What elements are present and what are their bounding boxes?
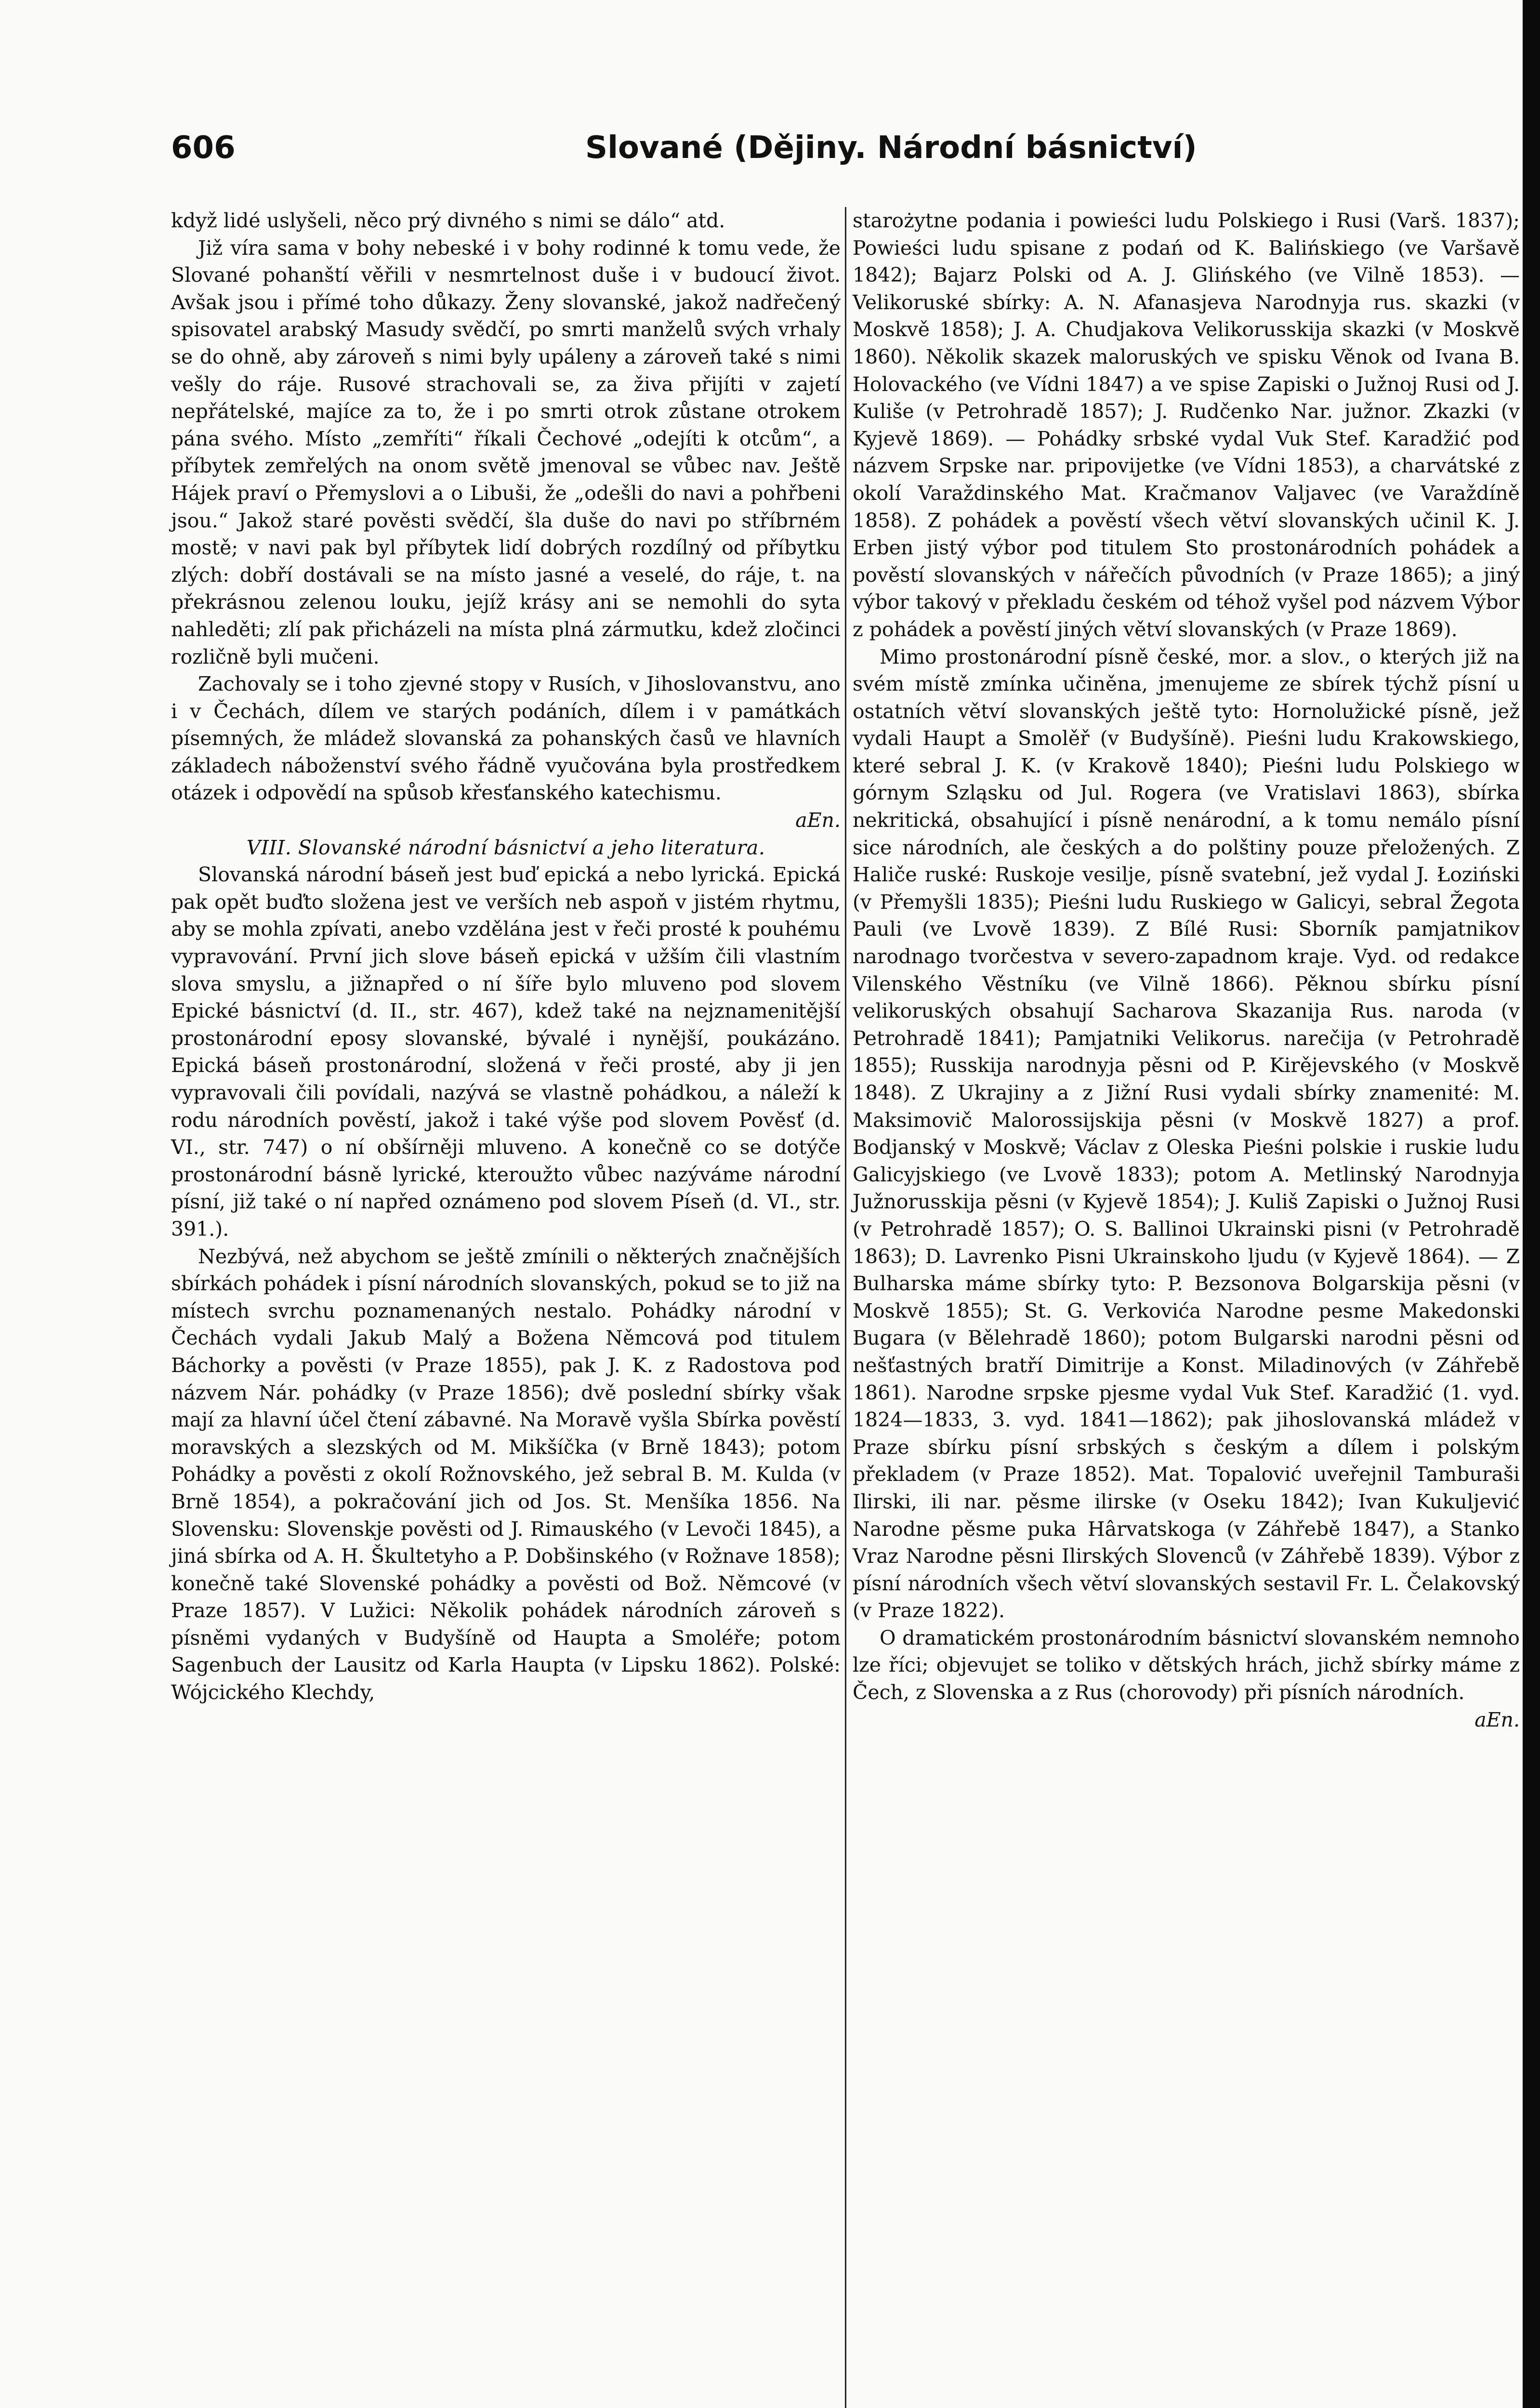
column-divider	[845, 207, 846, 2408]
paragraph: O dramatickém prostonárodním básnictví slovanském nemnoho lze říci; objevujet se toliko v dětských hrách, jichž sbírky máme z Čech, z Slovenska a z Rus (chorovody) při písních národních.	[853, 1626, 1520, 1704]
paragraph: když lidé uslyšeli, něco prý divného s nimi se dálo“ atd.	[171, 209, 725, 232]
page-number: 606	[171, 130, 236, 166]
paragraph: Zachovaly se i toho zjevné stopy v Rusích, v Jihoslovanstvu, ano i v Čechách, dílem ve starých podáních, dílem i v památkách písemných, že mládež slovanská za pohanských časů ve hlavních základech náboženství svého řádně vyučována byla prostředkem otázek i odpovědí na spůsob křesťanského katechismu.	[171, 672, 841, 805]
running-head: Slované (Dějiny. Národní básnictví)	[585, 130, 1197, 166]
author-signature: aEn.	[795, 809, 841, 832]
paragraph: starożytne podania i powieści ludu Polskiego i Rusi (Varš. 1837); Powieści ludu spisane z podań od K. Balińskiego (ve Varšavě 1842); Bajarz Polski od A. J. Glińského (ve Vilně 1853). — Velikoruské sbírky: A. N. Afanasjeva Narodnyja rus. skazki (v Moskvě 1858); J. A. Chudjakova Velikorusskija skazki (v Moskvě 1860). Několik skazek maloruských ve spisku Věnok od Ivana B. Holovackého (ve Vídni 1847) a ve spise Zapiski o Južnoj Rusi od J. Kuliše (v Petrohradě 1857); J. Rudčenko Nar. južnor. Zkazki (v Kyjevě 1869). — Pohádky srbské vydal Vuk Stef. Karadžić pod názvem Srpske nar. pripovijetke (ve Vídni 1853), a charvátské z okolí Varaždinského Mat. Kračmanov Valjavec (ve Varaždíně 1858). Z pohádek a pověstí všech větví slovanských učinil K. J. Erben jistý výbor pod titulem Sto prostonárodních pohádek a pověstí slovanských v nářečích původních (v Praze 1865); a jiný výbor takový v překladu českém od téhož vyšel pod názvem Výbor z pohádek a pověstí jiných větví slovanských (v Praze 1869).	[853, 209, 1520, 641]
left-column	[171, 207, 841, 1706]
author-signature: aEn.	[1474, 1708, 1520, 1731]
page-header	[171, 126, 1501, 179]
scan-border	[1523, 0, 1540, 2408]
paragraph: Již víra sama v bohy nebeské i v bohy rodinné k tomu vede, že Slované pohanští věřili v nesmrtelnost duše i v budoucí život. Avšak jsou i přímé toho důkazy. Ženy slovanské, jakož nadřečený spisovatel arabský Masudy svědčí, po smrti manželů svých vrhaly se do ohně, aby zároveň s nimi byly upáleny a zároveň také s nimi vešly do ráje. Rusové strachovali se, za živa přijíti v zajetí nepřátelské, majíce za to, že i po smrti otrok zůstane otrokem pána svého. Místo „zemříti“ říkali Čechové „odejíti k otcům“, a příbytek zemřelých na onom světě jmenoval se vůbec nav. Ještě Hájek praví o Přemyslovi a o Libuši, že „odešli do navi a pohřbeni jsou.“ Jakož staré pověsti svědčí, šla duše do navi po stříbrném mostě; v navi pak byl příbytek lidí dobrých rozdílný od příbytku zlých: dobří dostávali se na místo jasné a veselé, do ráje, t. na překrásnou zelenou louku, jejíž krásy ani se nemohli do syta nahleděti; zlí pak přicházeli na místa plná zármutku, kdež zločinci rozličně byli mučeni.	[171, 236, 841, 668]
paragraph: Mimo prostonárodní písně české, mor. a slov., o kterých již na svém místě zmínka učiněna, jmenujeme ze sbírek týchž písní u ostatních větví slovanských ještě tyto: Hornolužické písně, jež vydali Haupt a Smolěř (v Budyšíně). Pieśni ludu Krakowskiego, které sebral J. K. (v Krakově 1840); Pieśni ludu Polskiego w górnym Szląsku od Jul. Rogera (ve Vratislavi 1863), sbírka nekritická, obsahující i písně nenárodní, a k tomu nemálo písní sice národních, ale českých a do polštiny pouze přeložených. Z Haliče ruské: Ruskoje vesilje, písně svatební, jež vydal J. Łoziński (v Přemyšli 1835); Pieśni ludu Ruskiego w Galicyi, sebral Žegota Pauli (ve Lvově 1839). Z Bílé Rusi: Sborník pamjatnikov narodnago tvorčestva v severo-zapadnom kraje. Vyd. od redakce Vilenského Věstníku (ve Vilně 1866). Pěknou sbírku písní velikoruských obsahují Sacharova Skazanija Rus. naroda (v Petrohradě 1841); Pamjatniki Velikorus. narečija (v Petrohradě 1855); Russkija narodnyja pěsni od P. Kirějevského (v Moskvě 1848). Z Ukrajiny a z Jižní Rusi vydali sbírky znamenité: M. Maksimovič Malorossijskija pěsni (v Moskvě 1827) a prof. Bodjanský v Moskvě; Václav z Oleska Pieśni polskie i ruskie ludu Galicyjskiego (ve Lvově 1833); potom A. Metlinský Narodnyja Južnorusskija pěsni (v Kyjevě 1854); J. Kuliš Zapiski o Južnoj Rusi (v Petrohradě 1857); O. S. Ballinoi Ukrainski pisni (v Petrohradě 1863); D. Lavrenko Pisni Ukrainskoho ljudu (v Kyjevě 1864). — Z Bulharska máme sbírky tyto: P. Bezsonova Bolgarskija pěsni (v Moskvě 1855); St. G. Verkovića Narodne pesme Makedonski Bugara (v Bělehradě 1860); potom Bulgarski narodni pěsni od nešťastných bratří Dimitrije a Konst. Miladinových (v Záhřebě 1861). Narodne srpske pjesme vydal Vuk Stef. Karadžić (1. vyd. 1824—1833, 3. vyd. 1841—1862); pak jihoslovanská mládež v Praze sbírku písní srbských s českým a dílem i polským překladem (v Praze 1852). Mat. Topalović uveřejnil Tamburaši Ilirski, ili nar. pěsme ilirske (v Oseku 1842); Ivan Kukuljević Narodne pěsme puka Hârvatskoga (v Záhřebě 1847), a Stanko Vraz Narodne pěsni Ilirských Slovenců (v Záhřebě 1839). Výbor z písní národních všech větví slovanských sestavil Fr. L. Čelakovský (v Praze 1822).	[853, 645, 1520, 1623]
paragraph: Nezbývá, než abychom se ještě zmínili o některých značnějších sbírkách pohádek i písní národních slovanských, pokud se to již na místech svrchu poznamenaných nestalo. Pohádky národní v Čechách vydali Jakub Malý a Božena Němcová pod titulem Báchorky a pověsti (v Praze 1855), pak J. K. z Radostova pod názvem Nár. pohádky (v Praze 1856); dvě poslední sbírky však mají za hlavní účel čtení zábavné. Na Moravě vyšla Sbírka pověstí moravských a slezských od M. Mikšíčka (v Brně 1843); potom Pohádky a pověsti z okolí Rožnovského, jež sebral B. M. Kulda (v Brně 1854), a pokračování jich od Jos. St. Menšíka 1856. Na Slovensku: Slovenskje pověsti od J. Rimauského (v Levoči 1845), a jiná sbírka od A. H. Škultetyho a P. Dobšinského (v Rožnave 1858); konečně také Slovenské pohádky a pověsti od Bož. Němcové (v Praze 1857). V Lužici: Několik pohádek národních zároveň s písněmi vydaných v Budyšíně od Haupta a Smoléře; potom Sagenbuch der Lausitz od Karla Haupta (v Lipsku 1862). Polské: Wójcického Klechdy,	[171, 1244, 841, 1704]
right-column	[853, 207, 1520, 1733]
section-title: VIII. Slovanské národní básnictví a jeho literatura.	[246, 836, 765, 859]
paragraph: Slovanská národní báseň jest buď epická a nebo lyrická. Epická pak opět buďto složena jest ve verších neb aspoň v jistém rhytmu, aby se mohla zpívati, anebo vzdělána jest v řeči prosté k pouhému vypravování. První jich slove báseň epická v užším čili vlastním slova smyslu, a jižnapřed o ní šíře bylo mluveno pod slovem Epické básnictví (d. II., str. 467), kdež také na nejznamenitější prostonárodní eposy slovanské, bývalé i nynější, poukázáno. Epická báseň prostonárodní, složená v řeči prosté, aby ji jen vypravovali čili povídali, nazývá se vlastně pohádkou, a náleží k rodu národních pověstí, jakož i také výše pod slovem Pověsť (d. VI., str. 747) o ní obšírněji mluveno. A konečně co se dotýče prostonárodní básně lyrické, kteroužto vůbec nazýváme národní písní, již také o ní napřed oznámeno pod slovem Píseň (d. VI., str. 391.).	[171, 863, 841, 1241]
